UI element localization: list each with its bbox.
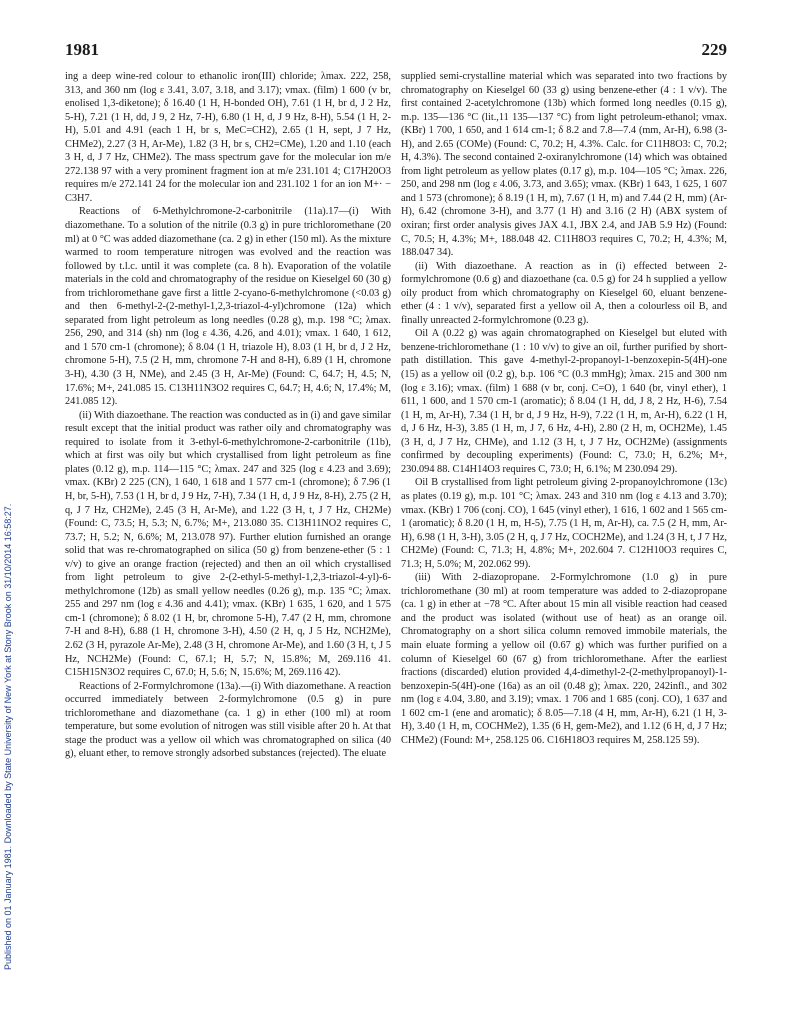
left-paragraph-3: (ii) With diazoethane. The reaction was conducted as in (i) and gave similar result except that the initial product was rather oily and chromatography was required to isolate from it 3-ethyl-6-methylchromone-2-carbonitrile (11b), which at first was oily but which crystallised from light petroleum as fine plates (0.12 g), m.p. 114—115 °C; λmax. 247 and 325 (log ε 4.23 and 3.69); νmax. (KBr) 2 225 (CN), 1 640, 1 618 and 1 577 cm-1 (chromone); δ 7.96 (1 H, br, 5-H), 7.53 (1 H, br d, J 9 Hz, 7-H), 7.34 (1 H, d, J 9 Hz, 8-H), 2.75 (2 H, q, J 7 Hz, CH2Me), 2.45 (3 H, Ar-Me), and 1.22 (3 H, t, J 7 Hz, CH2Me) (Found: C, 73.5; H, 5.3; N, 6.7%; M+, 213.080 35. C13H11NO2 requires C, 73.7; H, 5.2; N, 6.6%; M, 213.078 97). Further elution furnished an orange solid that was re-chromatographed on silica (50 g) from benzene-ether (5 : 1 v/v) to give an orange fraction (rejected) and then an oil which crystallised from light petroleum to give 2-(2-ethyl-5-methyl-1,2,3-triazol-4-yl)-6-methylchromone (12b) as small yellow needles (0.26 g), m.p. 135 °C; λmax. 255 and 297 nm (log ε 4.36 and 4.41); νmax. (KBr) 1 635, 1 620, and 1 575 cm-1 (chromone); δ 8.02 (1 H, br, chromone 5-H), 7.47 (2 H, mm, chromone 7-H and 8-H), 6.88 (1 H, chromone 3-H), 4.50 (2 H, q, J 5 Hz, NCH2Me), 2.62 (3 H, pyrazole Ar-Me), 2.48 (3 H, chromone Ar-Me), and 1.60 (3 H, t, J 5 Hz, NCH2Me) (Found: C, 67.1; H, 5.7; N, 15.8%; M, 269.116 41. C15H15N3O2 requires C, 67.0; H, 5.6; N, 15.6%; M, 269.116 42). (65, 409, 391, 679)
left-paragraph-2: Reactions of 6-Methylchromone-2-carbonitrile (11a).17—(i) With diazomethane. To a solution of the nitrile (0.3 g) in pure trichloromethane (20 ml) at 0 °C was added diazomethane (ca. 2 g) in ether (150 ml). As the mixture warmed to room temperature nitrogen was evolved and the reaction was followed by t.l.c. until it was complete (ca. 8 h). Evaporation of the volatile materials in the cold and chromatography of the residue on Kieselgel 60 (30 g) from trichloromethane gave first a little 2-cyano-6-methylchromone (<0.03 g) and then 6-methyl-2-(2-methyl-1,2,3-triazol-4-yl)chromone (12a) which separated from light petroleum as long needles (0.28 g), m.p. 198 °C; λmax. 256, 290, and 314 (sh) nm (log ε 4.36, 4.26, and 4.01); νmax. 1 640, 1 612, and 1 570 cm-1 (chromone); δ 8.04 (1 H, triazole H), 8.03 (1 H, br d, J 2 Hz, chromone 5-H), 7.5 (2 H, mm, chromone 7-H and 8-H), 6.89 (1 H, chromone 3-H), 4.30 (3 H, NMe), and 2.45 (3 H, Ar-Me) (Found: C, 64.7; H, 4.5; N, 17.6%; M+, 241.085 15. C13H11N3O2 requires C, 64.7; H, 4.6; N, 17.4%; M, 241.085 12). (65, 206, 391, 408)
publication-side-note (3, 70, 15, 970)
right-paragraph-4: Oil B crystallised from light petroleum giving 2-propanoylchromone (13c) as plates (0.19 g), m.p. 101 °C; λmax. 243 and 310 nm (log ε 4.13 and 3.70); νmax. (KBr) 1 706 (conj. CO), 1 645 (vinyl ether), 1 616, 1 602 and 1 565 cm-1 (aromatic); δ 8.20 (1 H, m, H-5), 7.75 (1 H, m, Ar-H), ca. 7.5 (2 H, mm, Ar-H), 6.98 (1 H, 3-H), 3.05 (2 H, q, J 7 Hz, COCH2Me), and 1.24 (3 H, t, J 7 Hz, CH2Me) (Found: C, 71.3; H, 4.8%; M+, 202.604 7. C12H10O3 requires C, 71.3; H, 5.0%; M, 202.062 99). (401, 477, 727, 570)
page-number: 229 (701, 40, 727, 59)
page-header (65, 40, 727, 62)
left-column (65, 70, 391, 761)
right-paragraph-1: supplied semi-crystalline material which was separated into two fractions by chromatography on Kieselgel 60 (33 g) using benzene-ether (4 : 1 v/v). The first contained 2-acetylchromone (13b) which formed long needles (0.15 g), m.p. 135—136 °C (lit.,11 135—137 °C) from light petroleum-ethanol; νmax. (KBr) 1 700, 1 650, and 1 614 cm-1; δ 8.2 and 7.8—7.4 (mm, Ar-H), 6.98 (3-H), and 2.65 (COMe) (Found: C, 70.2; H, 4.3%. Calc. for C11H8O3: C, 70.2; H, 4.3%). The second contained 2-oxiranylchromone (14) which was obtained from light petroleum as yellow plates (0.17 g), m.p. 104—105 °C; λmax. 226, 250, and 298 nm (log ε 4.06, 3.73, and 3.65); νmax. (KBr) 1 643, 1 625, 1 607 and 1 573 (chromone); δ 8.19 (1 H, m), 7.67 (1 H, m) and 7.44 (2 H, mm) (Ar-H), 6.42 (chromone 3-H), and 3.77 (1 H) and 3.16 (2 H) (ABX system of oxiran; first order analysis gives JAX 4.1, JBX 2.4, and JAB 5.9 Hz) (Found: C, 70.5; H, 4.3%; M+, 188.048 42. C11H8O3 requires C, 70.2; H, 4.3%; M, 188.047 34). (401, 71, 727, 259)
journal-year: 1981 (65, 40, 99, 59)
right-paragraph-2: (ii) With diazoethane. A reaction as in (i) effected between 2-formylchromone (0.6 g) and diazoethane (ca. 0.5 g) for 24 h supplied a yellow oily product from which chromatography on Kieselgel 60, eluant benzene-ether (4 : 1 v/v), separated first a yellow oil A, then a colourless oil B, and finally unreacted 2-formylchromone (0.23 g). (401, 260, 727, 326)
left-paragraph-4: Reactions of 2-Formylchromone (13a).—(i) With diazomethane. A reaction occurred immediately between 2-formylchromone (0.5 g) in pure trichloromethane and diazomethane (ca. 1 g) in ether (100 ml) at room temperature, but some evolution of nitrogen was still visible after 20 h. At that stage the product was a yellow oil which was chromatographed on silica (40 g), eluant ether, to remove strongly adsorbed substances (rejected). The eluate (65, 680, 391, 760)
download-notice-link[interactable]: Published on 01 January 1981. Downloaded by State University of New York at Stony Brook on 31/10/2014 16:58:27. (3, 503, 13, 970)
left-paragraph-1: ing a deep wine-red colour to ethanolic iron(III) chloride; λmax. 222, 258, 313, and 360 nm (log ε 3.41, 3.07, 3.18, and 3.17); νmax. (film) 1 600 (v br, enolised 1,3-diketone); δ 16.40 (1 H, H-bonded OH), 7.61 (1 H, br d, J 2 Hz, 5-H), 7.21 (1 H, dd, J 9, 2 Hz, 7-H), 6.80 (1 H, d, J 9 Hz, 8-H), 5.54 (1 H, 2-H), 5.01 and 4.91 (each 1 H, br s, MeC=CH2), 2.65 (1 H, sept, J 7 Hz, CHMe2), 2.27 (3 H, Ar-Me), 1.82 (3 H, br s, CH2=CMe), 1.20 and 1.10 (each 3 H, d, J 7 Hz, CHMe2). The mass spectrum gave for the molecular ion m/e 272.138 97 with a very prominent fragment ion at m/e 231.101 4; C17H20O3 requires m/e 272.141 24 for the molecular ion and 231.102 1 for an ion M+· − C3H7. (65, 71, 391, 204)
right-column (401, 70, 727, 747)
right-paragraph-5: (iii) With 2-diazopropane. 2-Formylchromone (1.0 g) in pure trichloromethane (30 ml) at room temperature was added to 2-diazopropane (ca. 1 g) in ether at −78 °C. After about 15 min all visible reaction had ceased and the product was isolated (without use of heat) as an orange oil. Chromatography on a short silica column removed immobile materials, the main eluate forming a yellow oil (0.67 g) which was further purified on a column of Kieselgel 60 (67 g) from trichloromethane. After the earliest fractions (discarded) elution provided 4,4-dimethyl-2-(2-methylpropanoyl)-1-benzoxepin-5(4H)-one (16a) as an oil (0.48 g); λmax. 220, 242infl., and 302 nm (log ε 4.04, 3.80, and 3.19); νmax. 1 706 and 1 685 (conj. CO), 1 637 and 1 602 cm-1 (ene and aromatic); δ 8.05—7.18 (4 H, mm, Ar-H), 6.21 (1 H, 3-H), 3.40 (1 H, m, COCHMe2), 1.35 (6 H, gem-Me2), and 1.12 (6 H, d, J 7 Hz; CHMe2) (Found: M+, 258.125 06. C16H18O3 requires M, 258.125 59). (401, 572, 727, 746)
right-paragraph-3: Oil A (0.22 g) was again chromatographed on Kieselgel but eluted with benzene-trichloromethane (1 : 10 v/v) to give an oil, further purified by short-path distillation. This gave 4-methyl-2-propanoyl-1-benzoxepin-5(4H)-one (15) as a yellow oil (0.2 g), b.p. 106 °C (0.3 mmHg); λmax. 215 and 300 nm (log ε 3.16); νmax. (film) 1 688 (v br, conj. C=O), 1 640 (br, vinyl ether), 1 611, 1 600, and 1 570 cm-1 (aromatic); δ 8.04 (1 H, dd, J 8, 2 Hz, H-6), 7.54 (1 H, m, Ar-H), 7.34 (1 H, br d, J 9 Hz, H-9), 7.22 (1 H, m, Ar-H), 6.22 (1 H, d, J 6 Hz, H-3), 3.85 (1 H, m, J 7, 6 Hz, 4-H), 2.80 (2 H, m, OCH2Me), 1.45 (3 H, d, J 7 Hz, CHMe), and 1.12 (3 H, t, J 7 Hz, OCH2Me) (assignments confirmed by decoupling experiments) (Found: C, 73.0; H, 6.2%; M+, 230.094 88. C14H14O3 requires C, 73.0; H, 6.1%; M 230.094 29). (401, 328, 727, 475)
